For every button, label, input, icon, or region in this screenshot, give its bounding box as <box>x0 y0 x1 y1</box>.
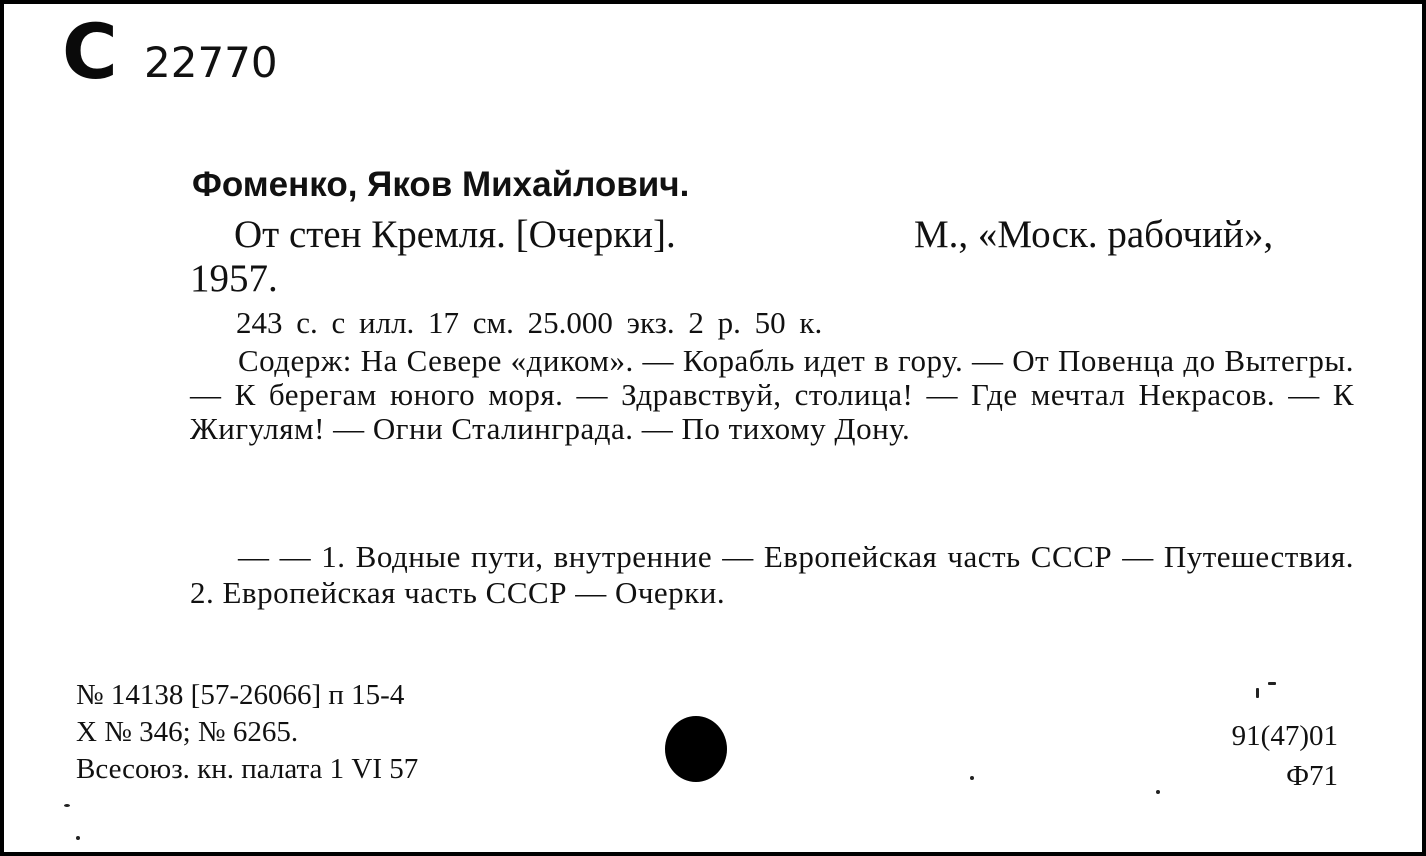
registry-number: № 14138 [57-26066] п 15-4 <box>76 679 405 711</box>
classification-code: 91(47)01 <box>1231 720 1338 752</box>
publication-info: М., «Моск. рабочий», <box>914 213 1274 256</box>
ink-speck <box>1268 682 1276 685</box>
registry-x-number: Х № 346; № 6265. <box>76 716 299 748</box>
ink-speck <box>1156 790 1160 794</box>
publication-year: 1957. <box>190 257 278 300</box>
contents-note: Содерж: На Севере «диком». — Корабль идет в гору. — От Повенца до Вытегры. — К берегам юного моря. — Здравствуй, столица! — Где мечтал Некрасов. — К Жигулям! — Огни Сталинграда. — По тихому Дону. <box>190 343 1354 446</box>
ink-speck <box>970 776 974 780</box>
registry-block <box>76 677 418 788</box>
ink-speck <box>76 836 80 840</box>
registry-chamber: Всесоюз. кн. палата 1 VI 57 <box>76 753 419 785</box>
punch-hole <box>665 716 727 782</box>
ink-speck <box>1256 688 1259 698</box>
book-title: От стен Кремля. [Очерки]. <box>234 213 676 256</box>
call-letter: С <box>62 7 118 96</box>
ink-speck <box>64 804 70 807</box>
author-heading: Фоменко, Яков Михайлович. <box>192 165 690 204</box>
classification-block <box>1232 716 1338 796</box>
author-mark: Ф71 <box>1286 760 1338 792</box>
subject-headings: — — 1. Водные пути, внутренние — Европейская часть СССР — Путешествия. 2. Европейская часть СССР — Очерки. <box>190 539 1354 610</box>
collation: 243 с. с илл. 17 см. 25.000 экз. 2 р. 50 к. <box>236 305 823 340</box>
call-number: 22770 <box>144 38 278 87</box>
